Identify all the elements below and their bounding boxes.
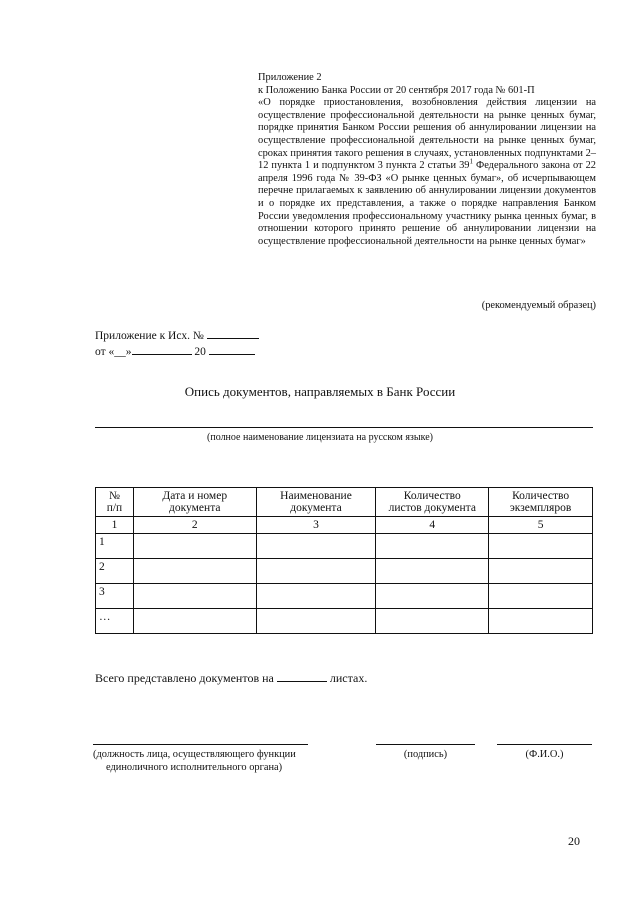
header-copy-count: Количество экземпляров [489, 488, 593, 517]
column-number: 1 [96, 517, 134, 534]
table-cell [256, 609, 376, 634]
reference-year-prefix: 20 [194, 346, 206, 358]
column-number: 3 [256, 517, 376, 534]
table-cell [376, 584, 489, 609]
row-index: … [96, 609, 134, 634]
appendix-header [258, 72, 596, 248]
appendix-body-text-end: Федерального закона от 22 апреля 1996 года № 39-ФЗ «О рынке ценных бумаг», об исчерпывающем перечне прилагаемых к заявлению об аннулировании лицензии документов и о порядке их представления, а также о порядке направления Банком России уведомления профессиональному участнику рынка ценных бумаг, в отношении которого принято решение об аннулировании лицензии на осуществление профессиональной деятельности на рынке ценных бумаг» [258, 160, 596, 247]
table-row [96, 559, 593, 584]
column-number-row [96, 517, 593, 534]
document-title: Опись документов, направляемых в Банк России [184, 384, 456, 399]
header-number: № п/п [96, 488, 134, 517]
table-cell [376, 609, 489, 634]
table-cell [133, 609, 256, 634]
appendix-title: Приложение 2 [258, 72, 322, 83]
header-sheet-count: Количество листов документа [376, 488, 489, 517]
table-header-row [96, 488, 593, 517]
appendix-body [258, 97, 596, 247]
table-cell [376, 559, 489, 584]
total-sheets-blank [277, 670, 327, 682]
licensee-name-line [95, 427, 593, 428]
header-document-name: Наименование документа [256, 488, 376, 517]
total-suffix: листах. [329, 671, 368, 685]
reference-number-blank [207, 327, 259, 339]
recommended-sample-label: (рекомендуемый образец) [481, 300, 596, 311]
column-number: 5 [489, 517, 593, 534]
reference-line-2 [95, 343, 259, 359]
reference-line-1 [95, 327, 259, 343]
table-cell [489, 534, 593, 559]
row-index: 3 [96, 584, 134, 609]
table-cell [376, 534, 489, 559]
total-documents-line [95, 670, 367, 686]
reference-year-blank [209, 343, 255, 355]
header-date-number: Дата и номер документа [133, 488, 256, 517]
reference-block [95, 327, 259, 359]
inventory-table [95, 487, 593, 634]
table-cell [489, 609, 593, 634]
position-caption [93, 748, 313, 774]
table-cell [256, 534, 376, 559]
full-name-caption: (Ф.И.О.) [525, 749, 564, 760]
table-row [96, 534, 593, 559]
reference-date-prefix: от «__» [95, 346, 132, 358]
table-cell [256, 559, 376, 584]
table-cell [133, 584, 256, 609]
reference-month-blank [132, 343, 192, 355]
table-row [96, 609, 593, 634]
row-index: 2 [96, 559, 134, 584]
reference-number-label: Приложение к Исх. № [95, 330, 204, 342]
table-cell [133, 534, 256, 559]
page-number: 20 [568, 834, 580, 848]
table-cell [256, 584, 376, 609]
full-name-line [497, 744, 592, 745]
table-cell [489, 584, 593, 609]
licensee-name-caption: (полное наименование лицензиата на русском языке) [207, 432, 433, 443]
signature-line [376, 744, 475, 745]
appendix-body-text: «О порядке приостановления, возобновления действия лицензии на осуществление профессиональной деятельности на рынке ценных бумаг, порядке принятия Банком России решения об аннулировании лицензии на осуществление профессиональной деятельности на рынке ценных бумаг, сроках принятия такого решения в случаях, установленных подпунктами 2–12 пункта 1 и подпунктом 3 пункта 2 статьи 39 [258, 97, 596, 172]
row-index: 1 [96, 534, 134, 559]
total-prefix: Всего представлено документов на [95, 671, 274, 685]
position-caption-line-2: единоличного исполнительного органа) [106, 762, 283, 773]
table-cell [133, 559, 256, 584]
column-number: 4 [376, 517, 489, 534]
signature-caption: (подпись) [403, 749, 448, 760]
position-caption-line-1: (должность лица, осуществляющего функции [93, 749, 296, 760]
column-number: 2 [133, 517, 256, 534]
table-cell [489, 559, 593, 584]
table-row [96, 584, 593, 609]
appendix-regulation: к Положению Банка России от 20 сентября 2017 года № 601-П [258, 84, 535, 96]
appendix-body-sup: 1 [469, 157, 473, 166]
position-signature-line [93, 744, 308, 745]
